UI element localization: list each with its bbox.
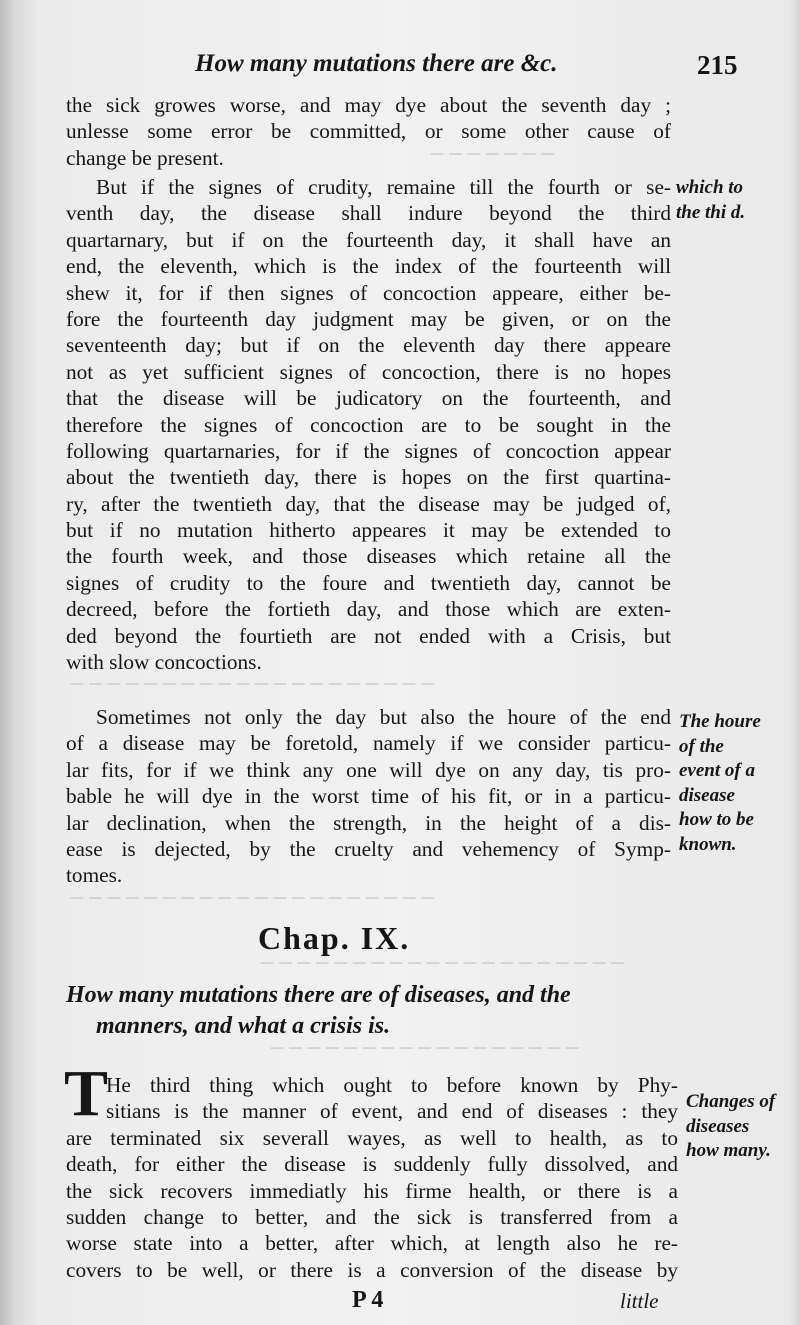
text-line: of a disease may be foretold, namely if we consider particu-	[66, 731, 671, 756]
margin-note-line: Changes of	[686, 1091, 776, 1112]
bleed-through-text: — — — — — — — — — — — — — — — — — — — —	[70, 676, 435, 692]
margin-note-line: how to be	[679, 809, 754, 830]
paragraph-houre	[66, 704, 671, 889]
text-line: about the twentieth day, there is hopes on the first quartina-	[66, 465, 671, 490]
page-number: 215	[697, 50, 738, 80]
text-line: tomes.	[66, 863, 123, 888]
text-line: with slow concoctions.	[66, 650, 262, 675]
margin-note-line: The houre	[679, 711, 761, 732]
margin-note-line: known.	[679, 833, 737, 855]
paragraph-continuation	[66, 92, 671, 171]
text-line: therefore the signes of concoction are to be sought in the	[66, 412, 671, 437]
margin-note-line: how many.	[686, 1140, 771, 1161]
margin-note-line: event of a	[679, 760, 755, 781]
text-line: signes of crudity to the foure and twentieth day, cannot be	[66, 570, 671, 595]
text-line: but if no mutation hitherto appeares it may be extended to	[66, 518, 671, 543]
text-line: sitians is the manner of event, and end of diseases : they	[106, 1099, 678, 1124]
paragraph-changes	[66, 1072, 678, 1283]
text-line: ease is dejected, by the cruelty and vehemency of Symp-	[66, 836, 671, 861]
text-line: sudden change to better, and the sick is transferred from a	[66, 1204, 678, 1229]
bleed-through-text: — — — — — — — — — — — — — — — — — — — —	[70, 890, 435, 906]
text-line: that the disease will be judicatory on the fourteenth, and	[66, 386, 671, 411]
chapter-title	[66, 980, 686, 1042]
text-line: venth day, the disease shall indure beyond the third	[66, 201, 671, 226]
margin-note-changes	[686, 1090, 775, 1164]
bleed-through-text: — — — — — — —	[430, 146, 555, 162]
text-line: lar declination, when the strength, in the height of a dis-	[66, 810, 671, 835]
margin-note-line: diseases	[686, 1115, 750, 1137]
signature-mark: P 4	[352, 1287, 384, 1313]
text-line: ry, after the twentieth day, that the disease may be judged of,	[66, 491, 671, 516]
text-line: shew it, for if then signes of concoction appeare, either be-	[66, 280, 671, 305]
margin-note-line: of the	[679, 735, 724, 757]
text-line: following quartarnaries, for if the signes of concoction appear	[66, 438, 671, 463]
margin-note-which-to	[676, 176, 745, 225]
text-line: change be present.	[66, 145, 224, 170]
bleed-through-text: — — — — — — — — — — — — — — — — —	[270, 1040, 580, 1056]
text-line: quartarnary, but if on the fourteenth day, it shall have an	[66, 227, 671, 252]
text-line: Sometimes not only the day but also the houre of the end	[96, 705, 671, 729]
text-line: bable he will dye in the worst time of his fit, or in a particu-	[66, 784, 671, 809]
bleed-through-text: — — — — — — — — — — — — — — — — — — — —	[260, 955, 625, 971]
text-line: death, for either the disease is suddenly fully dissolved, and	[66, 1152, 678, 1177]
text-line: ded beyond the fourtieth are not ended with a Crisis, but	[66, 623, 671, 648]
catchword: little	[620, 1289, 659, 1313]
chapter-heading: Chap. IX.	[258, 920, 411, 956]
text-line: are terminated six severall wayes, as well to health, as to	[66, 1125, 678, 1150]
text-line: worse state into a better, after which, at length also he re-	[66, 1231, 678, 1256]
text-line: decreed, before the fortieth day, and those which are exten-	[66, 597, 671, 622]
text-line: seventeenth day; but if on the eleventh day there appeare	[66, 333, 671, 358]
text-line: end, the eleventh, which is the index of the fourteenth will	[66, 254, 671, 279]
margin-note-line: the thi d.	[676, 201, 746, 223]
text-line: the sick recovers immediatly his firme health, or there is a	[66, 1178, 678, 1203]
drop-cap: T	[64, 1057, 109, 1130]
paragraph-crudity	[66, 174, 671, 675]
chapter-title-line: manners, and what a crisis is.	[96, 1013, 391, 1039]
running-title: How many mutations there are &c.	[195, 50, 558, 77]
text-line: unlesse some error be committed, or some other cause of	[66, 119, 671, 144]
text-line: He third thing which ought to before known by Phy-	[106, 1073, 678, 1097]
text-line: the fourth week, and those diseases which retaine all the	[66, 544, 671, 569]
text-line: fore the fourteenth day judgment may be given, or on the	[66, 306, 671, 331]
text-line: the sick growes worse, and may dye about the seventh day ;	[66, 93, 671, 117]
margin-note-line: which to	[676, 177, 744, 198]
text-line: not as yet sufficient signes of concoction, there is no hopes	[66, 359, 671, 384]
chapter-title-line: How many mutations there are of diseases, and the	[66, 982, 571, 1008]
margin-note-houre	[679, 710, 761, 857]
text-line: lar fits, for if we think any one will dye on any day, tis pro-	[66, 757, 671, 782]
margin-note-line: disease	[679, 784, 735, 806]
text-line: covers to be well, or there is a conversion of the disease by	[66, 1257, 678, 1282]
text-line: But if the signes of crudity, remaine till the fourth or se-	[96, 175, 671, 199]
